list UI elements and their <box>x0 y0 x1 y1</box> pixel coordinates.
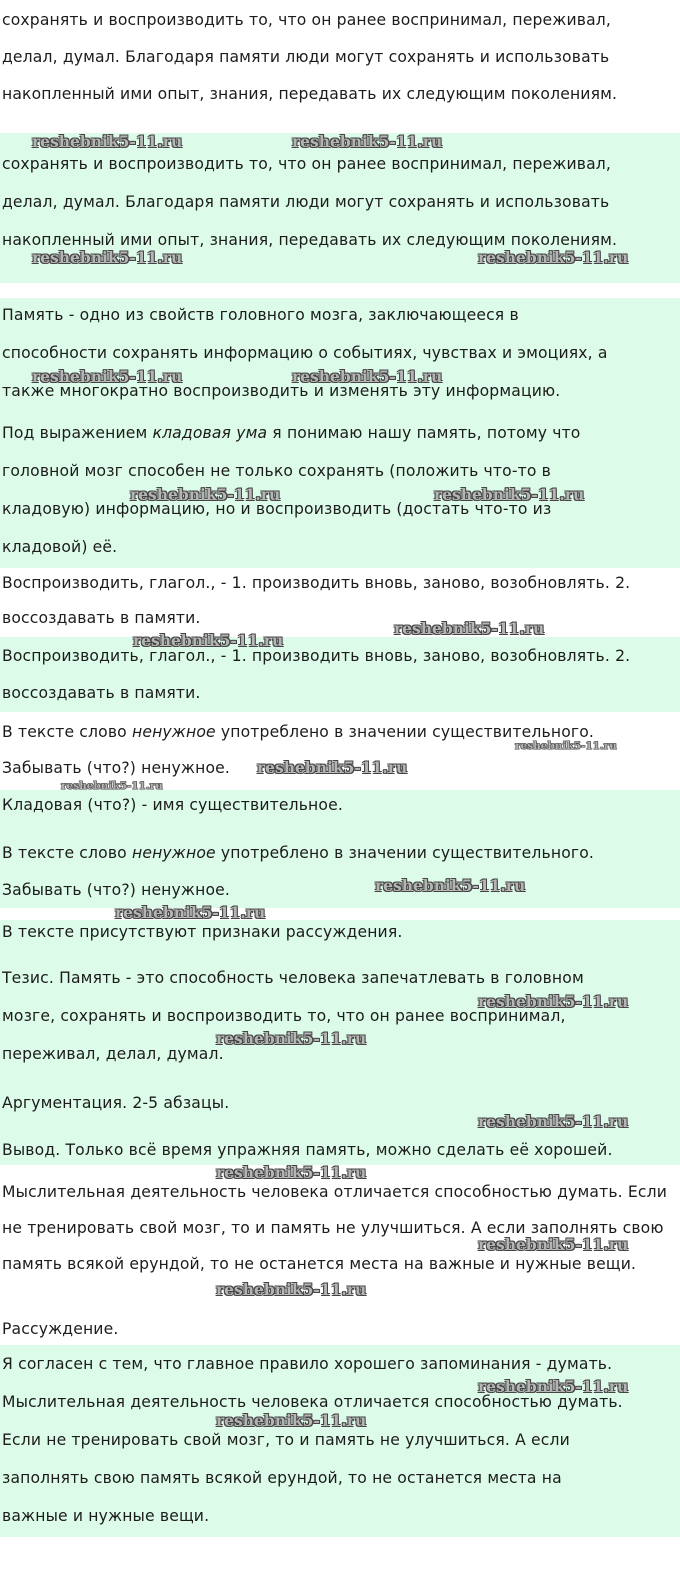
watermark: reshebnik5-11.ru <box>61 780 163 792</box>
watermark: reshebnik5-11.ru <box>216 1029 367 1048</box>
watermark: reshebnik5-11.ru <box>515 740 617 752</box>
text-line: Кладовая (что?) - имя существительное. <box>2 796 343 814</box>
watermark: reshebnik5-11.ru <box>130 485 281 504</box>
text-line: Память - одно из свойств головного мозга, заключающееся в <box>2 306 519 324</box>
text-line: заполнять свою память всякой ерундой, то не останется места на <box>2 1469 562 1487</box>
watermark: reshebnik5-11.ru <box>375 876 526 895</box>
text-line: Забывать (что?) ненужное. <box>2 881 230 899</box>
text-line: память всякой ерундой, то не останется места на важные и нужные вещи. <box>2 1255 637 1273</box>
text-line: В тексте слово ненужное употреблено в значении существительного. <box>2 723 595 741</box>
text-line: воссоздавать в памяти. <box>2 609 201 627</box>
watermark: reshebnik5-11.ru <box>115 903 266 922</box>
watermark: reshebnik5-11.ru <box>292 367 443 386</box>
text-line: Если не тренировать свой мозг, то и память не улучшиться. А если <box>2 1431 570 1449</box>
text-line: Воспроизводить, глагол., - 1. производить вновь, заново, возобновлять. 2. <box>2 574 631 592</box>
text-line: Тезис. Память - это способность человека запечатлевать в головном <box>2 969 584 987</box>
italic-term: кладовая ума <box>152 424 268 442</box>
watermark: reshebnik5-11.ru <box>32 132 183 151</box>
watermark: reshebnik5-11.ru <box>292 132 443 151</box>
text-line: переживал, делал, думал. <box>2 1045 224 1063</box>
text-line: способности сохранять информацию о событиях, чувствах и эмоциях, а <box>2 344 608 362</box>
text-line: делал, думал. Благодаря памяти люди могут сохранять и использовать <box>2 193 610 211</box>
watermark: reshebnik5-11.ru <box>32 367 183 386</box>
watermark: reshebnik5-11.ru <box>216 1163 367 1182</box>
text-line: Мыслительная деятельность человека отличается способностью думать. <box>2 1393 623 1411</box>
text-line: Вывод. Только всё время упражняя память, можно сделать её хорошей. <box>2 1141 613 1159</box>
watermark: reshebnik5-11.ru <box>478 1377 629 1396</box>
text-line: кладовой) её. <box>2 538 118 556</box>
watermark: reshebnik5-11.ru <box>478 1235 629 1254</box>
text-line: делал, думал. Благодаря памяти люди могут сохранять и использовать <box>2 48 610 66</box>
text-line: накопленный ими опыт, знания, передавать их следующим поколениям. <box>2 85 618 103</box>
italic-term: ненужное <box>131 844 216 862</box>
text-line: накопленный ими опыт, знания, передавать их следующим поколениям. <box>2 231 618 249</box>
text-line: Я согласен с тем, что главное правило хорошего запоминания - думать. <box>2 1355 613 1373</box>
text-line: головной мозг способен не только сохранять (положить что-то в <box>2 462 551 480</box>
watermark: reshebnik5-11.ru <box>216 1411 367 1430</box>
text-line: Под выражением кладовая ума я понимаю нашу память, потому что <box>2 424 581 442</box>
watermark: reshebnik5-11.ru <box>434 485 585 504</box>
text-line: сохранять и воспроизводить то, что он ранее воспринимал, переживал, <box>2 155 612 173</box>
watermark: reshebnik5-11.ru <box>257 758 408 777</box>
text-line: воссоздавать в памяти. <box>2 684 201 702</box>
watermark: reshebnik5-11.ru <box>478 1112 629 1131</box>
text-line: мозге, сохранять и воспроизводить то, что он ранее воспринимал, <box>2 1007 566 1025</box>
text-line: Аргументация. 2-5 абзацы. <box>2 1094 230 1112</box>
text-line: Рассуждение. <box>2 1320 119 1338</box>
text-line: не тренировать свой мозг, то и память не улучшиться. А если заполнять свою <box>2 1219 664 1237</box>
text-line: важные и нужные вещи. <box>2 1507 210 1525</box>
text-line: также многократно воспроизводить и изменять эту информацию. <box>2 382 561 400</box>
watermark: reshebnik5-11.ru <box>394 619 545 638</box>
text-line: кладовую) информацию, но и воспроизводить (достать что-то из <box>2 500 552 518</box>
watermark: reshebnik5-11.ru <box>478 248 629 267</box>
text-line: Забывать (что?) ненужное. <box>2 759 230 777</box>
watermark: reshebnik5-11.ru <box>32 248 183 267</box>
watermark: reshebnik5-11.ru <box>478 992 629 1011</box>
watermark: reshebnik5-11.ru <box>216 1280 367 1299</box>
text-line: Мыслительная деятельность человека отличается способностью думать. Если <box>2 1183 668 1201</box>
text-line: Воспроизводить, глагол., - 1. производить вновь, заново, возобновлять. 2. <box>2 647 631 665</box>
italic-term: ненужное <box>131 723 216 741</box>
text-line: В тексте присутствуют признаки рассуждения. <box>2 923 403 941</box>
watermark: reshebnik5-11.ru <box>133 631 284 650</box>
text-line: сохранять и воспроизводить то, что он ранее воспринимал, переживал, <box>2 11 612 29</box>
text-line: В тексте слово ненужное употреблено в значении существительного. <box>2 844 595 862</box>
